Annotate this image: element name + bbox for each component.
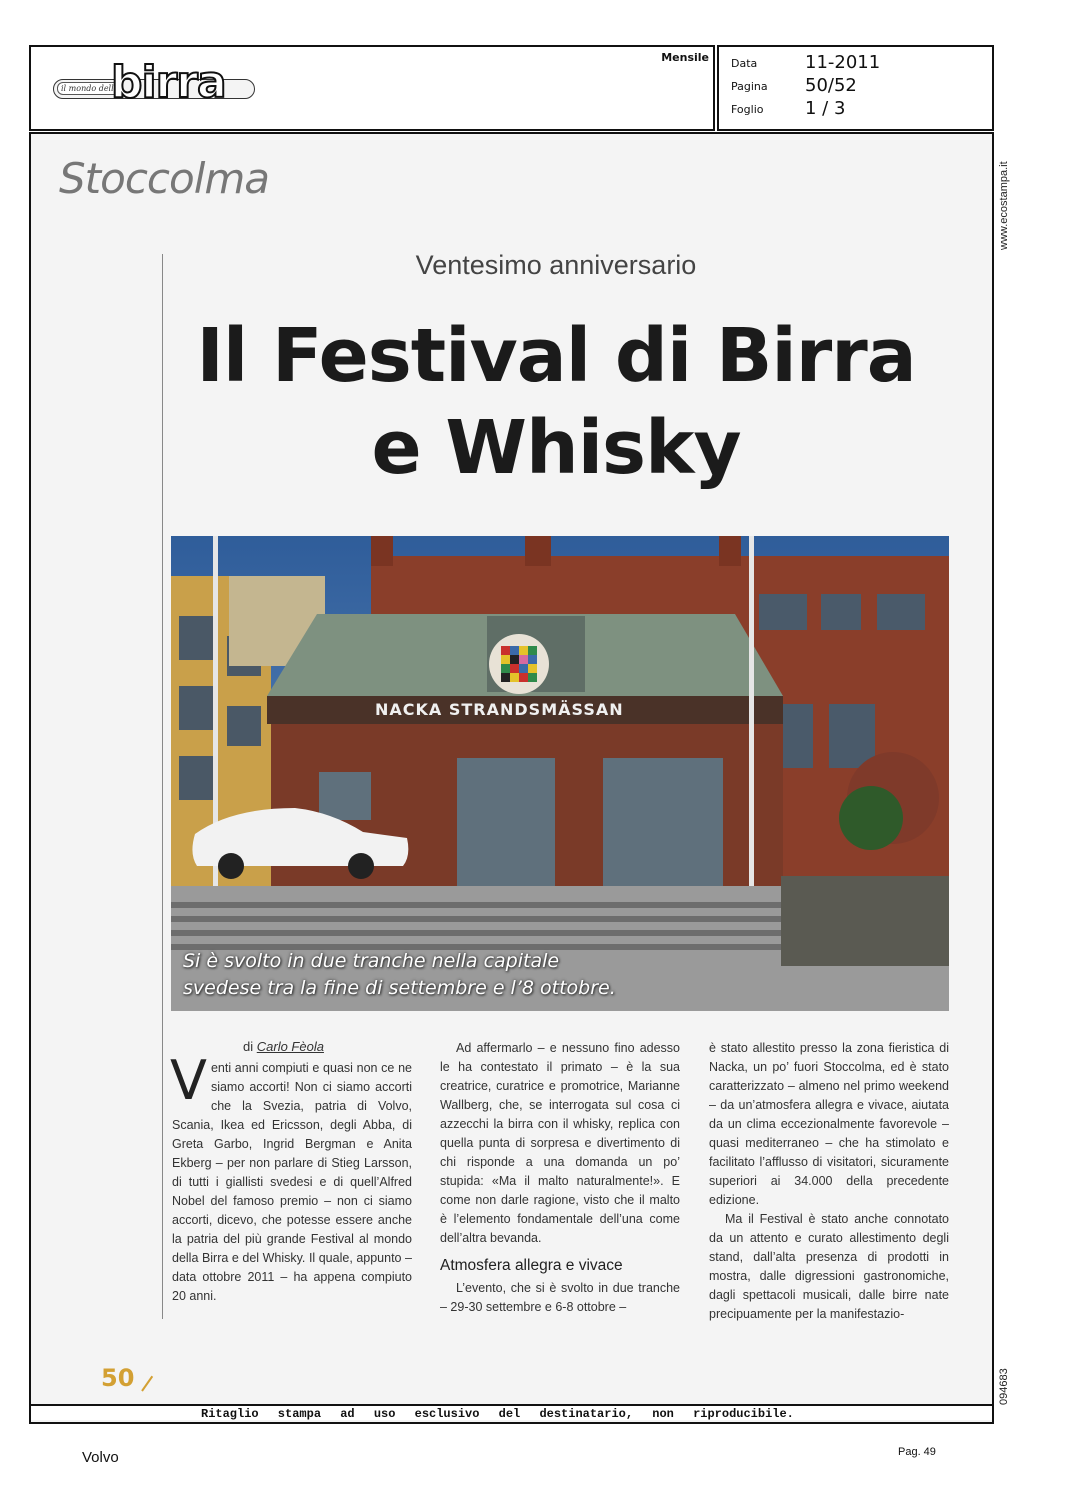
meta-value: 50/52	[805, 75, 857, 96]
meta-label: Pagina	[731, 80, 768, 93]
meta-row-page	[731, 75, 857, 96]
page-number-slash	[141, 1376, 153, 1392]
publication-meta-box	[717, 45, 994, 131]
headline-line-2: e Whisky	[371, 405, 741, 491]
body-column-1	[170, 1049, 412, 1306]
clipping-disclaimer: Ritaglio stampa ad uso esclusivo del destinatario, non riproducibile.	[31, 1404, 992, 1420]
meta-row-sheet	[731, 98, 846, 119]
meta-value: 1 / 3	[805, 98, 846, 119]
article-photo	[171, 536, 949, 1011]
author-name: Carlo Fèola	[256, 1039, 324, 1054]
column-text: enti anni compiuti e quasi non ce ne siamo accorti! Non ci siamo accorti che la Svezia, patria di Volvo, Scania, Ikea ed Ericsson, degli Abba, di Greta Garbo, Ingrid Bergman e Anita Ekberg – per non parlare di Stieg Larsson, di tutti i giallisti svedesi e di quell’Alfred Nobel del famoso premio – non ci siamo accorti, dicevo, che potesse essere anche la patria del più grande Festival al mondo della Birra e del Whisky. Il quale, appunto – data ottobre 2011 – ha appena compiuto 20 anni.	[172, 1061, 412, 1303]
meta-row-date	[731, 52, 881, 73]
logo-small-text: il mondo della	[57, 82, 122, 95]
article-kicker: Ventesimo anniversario	[415, 250, 697, 280]
footer-client: Volvo	[82, 1449, 119, 1466]
vertical-rule	[162, 254, 163, 1319]
meta-label: Foglio	[731, 103, 764, 116]
hall-sign-label: NACKA STRANDSMÄSSAN	[375, 700, 624, 719]
byline-prefix: di	[243, 1039, 254, 1054]
side-code: 094683	[998, 1368, 1010, 1405]
byline	[243, 1039, 324, 1054]
column-paragraph: Ma il Festival è stato anche connotato da un attento e curato allestimento degli stand, dall’alta presenza di prodotti in mostra, dalle digressioni gastronomiche, dagli spettacoli musicali, dalle birre nate precipuamente per la manifestazio-	[709, 1212, 949, 1321]
caption-line-1: Si è svolto in due tranche nella capitale	[183, 950, 560, 972]
column-paragraph: è stato allestito presso la zona fieristica di Nacka, un po’ fuori Stoccolma, ed è stato caratterizzato – almeno nel primo weekend – da un’atmosfera allegra e vivace, aiutata da un clima eccezionalmente favorevole – quasi mediterraneo – che ha stimolato e facilitato l’afflusso di visitatori, sicuramente superiori ai 34.000 della precedente edizione.	[709, 1041, 949, 1207]
column-paragraph: L’evento, che si è svolto in due tranche – 29-30 settembre e 6-8 ottobre –	[440, 1281, 680, 1314]
caption-line-2: svedese tra la fine di settembre e l’8 ottobre.	[183, 977, 616, 999]
headline-line-1: Il Festival di Birra	[196, 313, 916, 399]
logo-big-text: birra	[111, 57, 226, 108]
page-number: 50	[101, 1364, 135, 1392]
photo-caption	[183, 948, 616, 1002]
drop-cap: V	[170, 1049, 207, 1112]
article-clipping	[29, 132, 994, 1424]
footer-page: Pag. 49	[898, 1446, 936, 1458]
column-paragraph: Ad affermarlo – e nessuno fino adesso le ha contestato il primato – è la sua creatrice, curatrice e promotrice, Marianne Wallberg, che, se interrogata sul cosa ci azzecchi la birra con il whisky, replica con quella punta di sorpresa e divertimento di chi risponde a una domanda un po’ stupida: «Ma il malto naturalmente!». E come non darle ragione, visto che il malto è l’elemento fondamentale dell’una come dell’altra bevanda.	[440, 1041, 680, 1245]
masthead-box	[29, 45, 715, 131]
section-subhead: Atmosfera allegra e vivace	[440, 1257, 623, 1274]
section-title: Stoccolma	[59, 154, 270, 203]
body-column-2	[440, 1039, 680, 1317]
body-column-3	[709, 1039, 949, 1324]
magazine-logo	[53, 57, 253, 109]
meta-value: 11-2011	[805, 52, 881, 73]
exhibition-hall-image	[171, 536, 949, 1011]
side-url: www.ecostampa.it	[998, 161, 1010, 250]
meta-label: Data	[731, 57, 758, 70]
article-headline	[171, 310, 941, 494]
frequency-label: Mensile	[661, 51, 709, 64]
